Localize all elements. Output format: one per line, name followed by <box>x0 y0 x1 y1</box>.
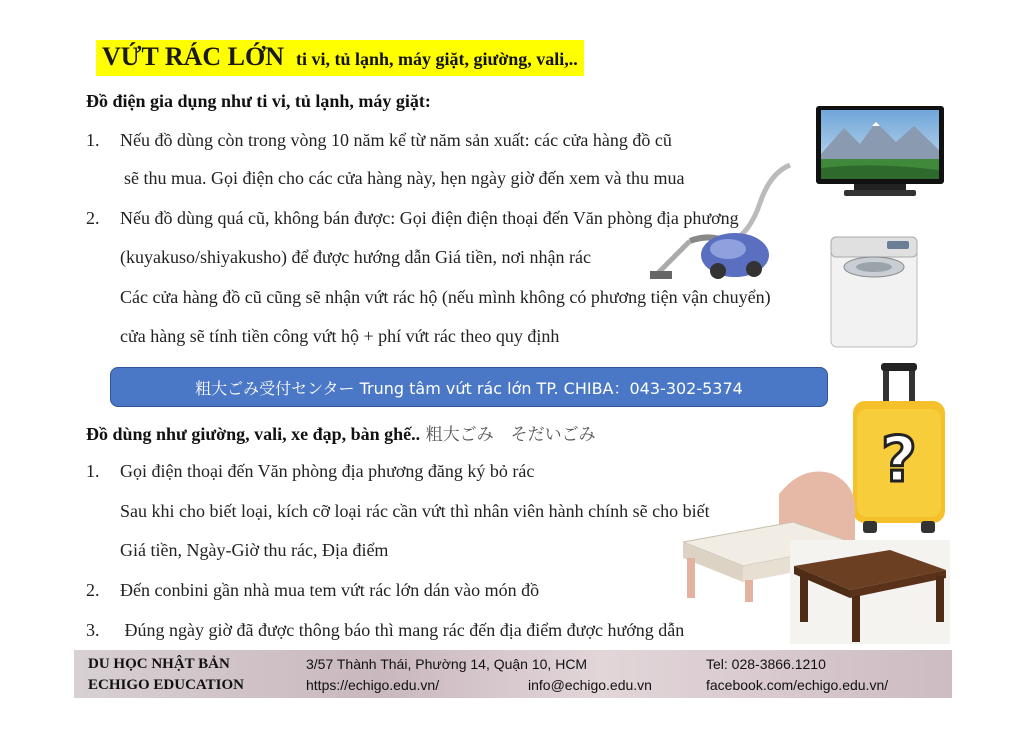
title-main: VỨT RÁC LỚN <box>102 42 285 71</box>
footer-website-link[interactable]: https://echigo.edu.vn/ <box>306 677 440 693</box>
section1-item2-line2: (kuyakuso/shiyakusho) để được hướng dẫn Giá tiền, nơi nhận rác <box>120 247 591 267</box>
section2-item1 <box>86 461 534 482</box>
garbage-center-banner: 粗大ごみ受付センター Trung tâm vứt rác lớn TP. CHIBA：043-302-5374 <box>110 367 828 407</box>
item-text: Đến conbini gần nhà mua tem vứt rác lớn dán vào món đồ <box>120 580 540 600</box>
footer-org-line2: ECHIGO EDUCATION <box>88 677 244 693</box>
item-text: Gọi điện thoại đến Văn phòng địa phương đăng ký bỏ rác <box>120 461 535 481</box>
item-number: 1. <box>86 461 100 481</box>
item-number: 2. <box>86 208 100 228</box>
section2-item3 <box>86 620 684 641</box>
section2-item2 <box>86 580 539 601</box>
page-title <box>96 40 584 76</box>
section2-item1-line3: Giá tiền, Ngày-Giờ thu rác, Địa điểm <box>120 540 389 560</box>
washing-machine-image <box>827 233 921 349</box>
section1-item1-line2: sẽ thu mua. Gọi điện cho các cửa hàng này, hẹn ngày giờ đến xem và thu mua <box>124 168 685 188</box>
title-subtitle: ti vi, tủ lạnh, máy giặt, giường, vali,.. <box>296 49 578 69</box>
footer-email-link[interactable]: info@echigo.edu.vn <box>528 677 652 693</box>
section1-item2-line3: Các cửa hàng đồ cũ cũng sẽ nhận vứt rác hộ (nếu mình không có phương tiện vận chuyển) <box>120 287 771 307</box>
section2-heading-text: Đồ dùng như giường, vali, xe đạp, bàn ghế.. <box>86 424 421 444</box>
section1-item1 <box>86 130 672 151</box>
section2-item1-line2: Sau khi cho biết loại, kích cỡ loại rác cần vứt thì nhân viên hành chính sẽ cho biết <box>120 501 710 521</box>
item-number: 3. <box>86 620 100 640</box>
section2-heading <box>86 420 596 445</box>
footer-tel: Tel: 028-3866.1210 <box>706 656 826 672</box>
section1-item2 <box>86 208 739 229</box>
section1-item2-line4: cửa hàng sẽ tính tiền công vứt hộ + phí vứt rác theo quy định <box>120 326 560 346</box>
item-text: Nếu đồ dùng còn trong vòng 10 năm kể từ năm sản xuất: các cửa hàng đồ cũ <box>120 130 672 150</box>
svg-text:?: ? <box>881 423 917 496</box>
item-text: Đúng ngày giờ đã được thông báo thì mang rác đến địa điểm được hướng dẫn <box>120 620 685 640</box>
item-text: Nếu đồ dùng quá cũ, không bán được: Gọi điện điện thoại đến Văn phòng địa phương <box>120 208 739 228</box>
section1-heading: Đồ điện gia dụng như ti vi, tủ lạnh, máy giặt: <box>86 91 431 111</box>
footer-bar <box>74 650 952 698</box>
section2-heading-jp: 粗大ごみ そだいごみ <box>420 425 596 445</box>
item-number: 2. <box>86 580 100 600</box>
item-number: 1. <box>86 130 100 150</box>
vacuum-image <box>650 163 800 283</box>
tv-image <box>814 104 946 200</box>
table-image <box>790 540 950 644</box>
footer-facebook-link[interactable]: facebook.com/echigo.edu.vn/ <box>706 677 889 693</box>
footer-org-line1: DU HỌC NHẬT BẢN <box>88 656 230 672</box>
footer-address: 3/57 Thành Thái, Phường 14, Quận 10, HCM <box>306 656 588 672</box>
